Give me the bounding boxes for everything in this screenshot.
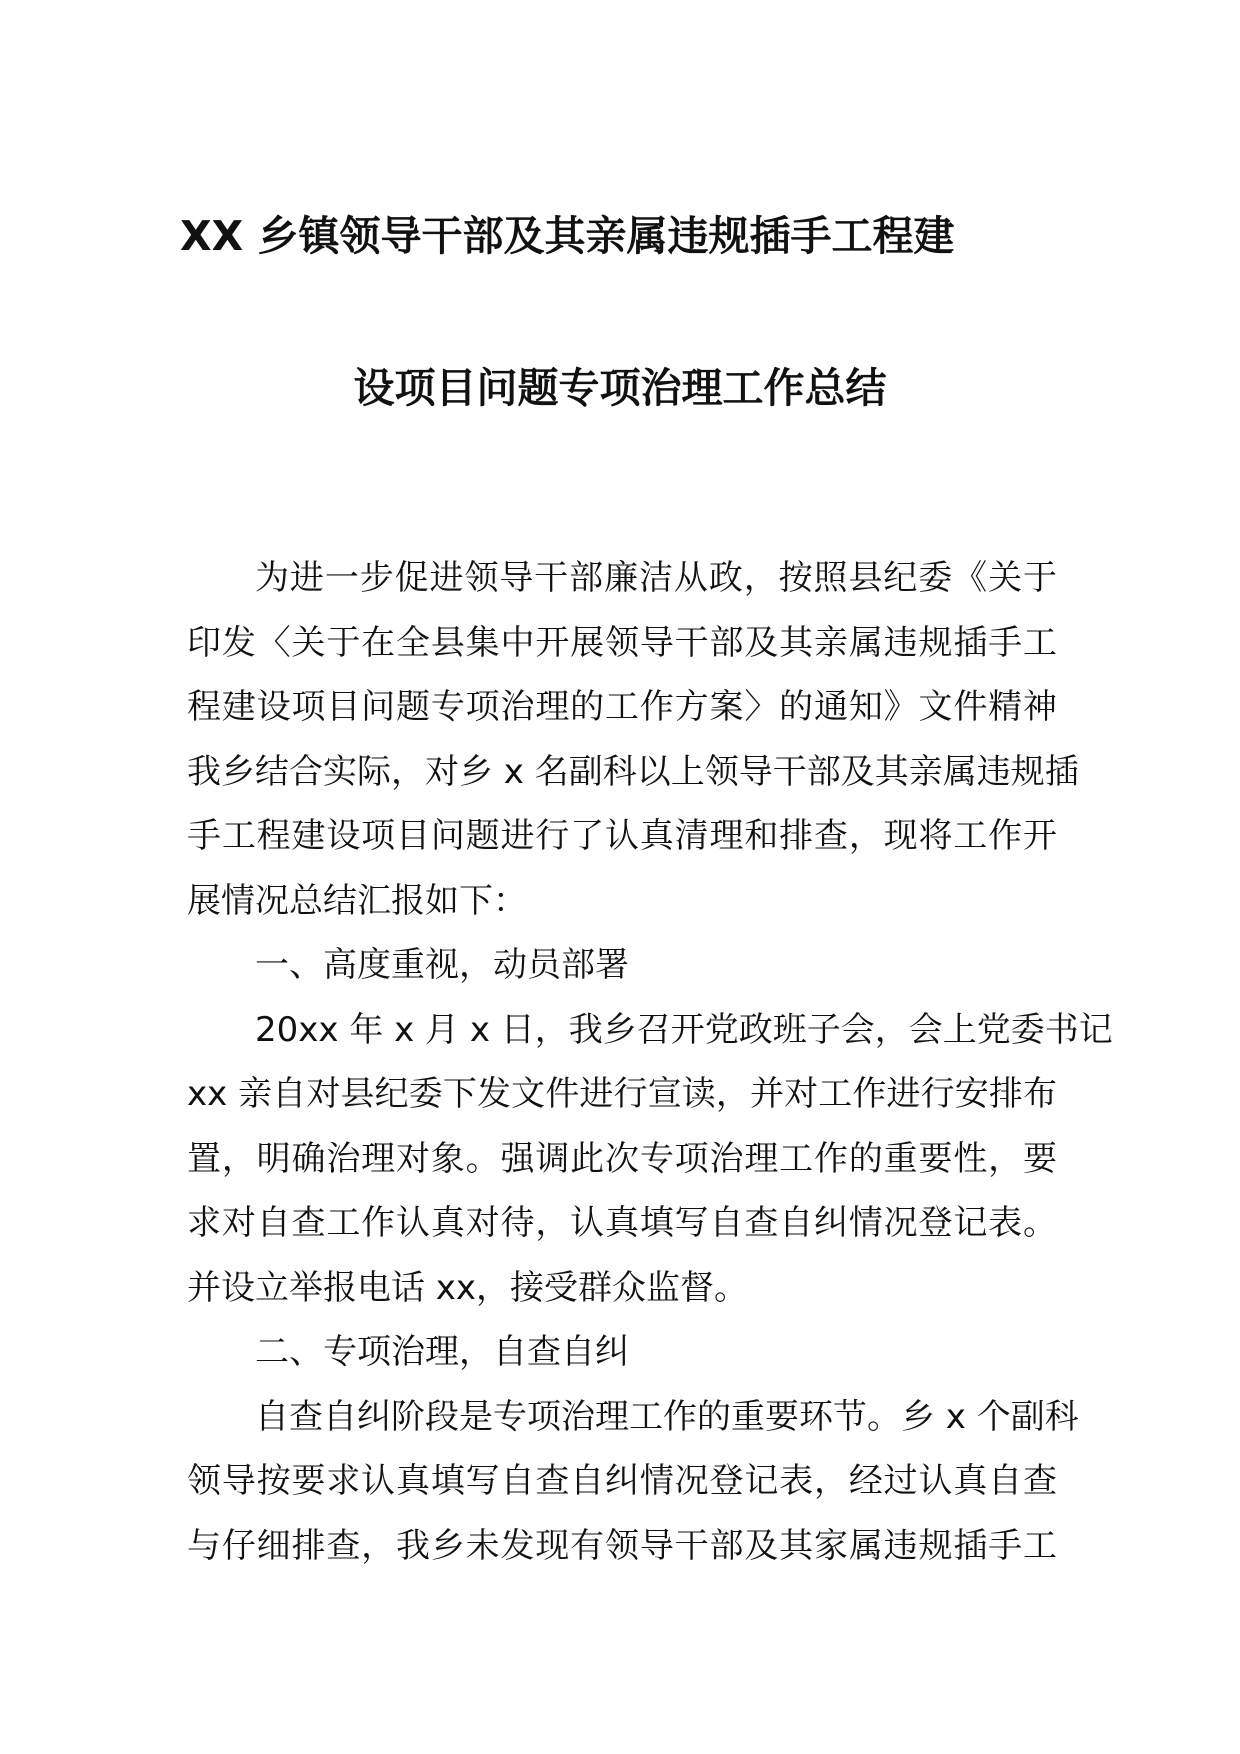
paragraph-line: 程建设项目问题专项治理的工作方案〉的通知》文件精神 [187,687,1057,727]
paragraph-line: 自查自纠阶段是专项治理工作的重要环节。乡 x 个副科 [255,1396,1079,1437]
paragraph-line: 展情况总结汇报如下： [187,880,527,921]
document-body [187,546,1113,1578]
paragraph-line: 并设立举报电话 xx，接受群众监督。 [187,1267,749,1308]
paragraph-line: 20xx 年 x 月 x 日，我乡召开党政班子会，会上党委书记 [255,1009,1113,1050]
paragraph-line: 手工程建设项目问题进行了认真清理和排查，现将工作开 [187,816,1057,856]
paragraph-line: 我乡结合实际，对乡 x 名副科以上领导干部及其亲属违规插 [187,751,1079,792]
section-heading-1: 一、高度重视，动员部署 [255,945,629,985]
paragraph-line: 印发〈关于在全县集中开展领导干部及其亲属违规插手工 [187,622,1057,663]
paragraph-line: 置，明确治理对象。强调此次专项治理工作的重要性，要 [187,1138,1057,1179]
paragraph-line: 领导按要求认真填写自查自纠情况登记表，经过认真自查 [187,1461,1057,1501]
document-title-line-2: 设项目问题专项治理工作总结 [353,364,887,412]
document-title-line-1: XX 乡镇领导干部及其亲属违规插手工程建 [180,212,955,260]
paragraph-line: 为进一步促进领导干部廉洁从政，按照县纪委《关于 [255,558,1057,598]
paragraph-line: 求对自查工作认真对待，认真填写自查自纠情况登记表。 [187,1203,1057,1243]
paragraph-line: xx 亲自对县纪委下发文件进行宣读，并对工作进行安排布 [187,1074,1057,1114]
paragraph-line: 与仔细排查，我乡未发现有领导干部及其家属违规插手工 [187,1525,1057,1566]
section-heading-2: 二、专项治理，自查自纠 [255,1332,629,1372]
